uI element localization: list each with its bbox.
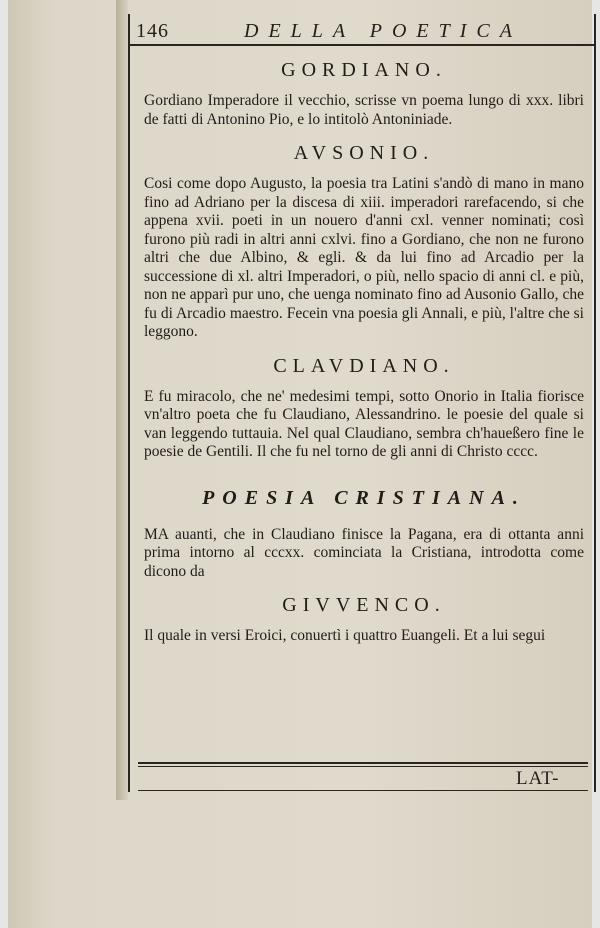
page-gutter (116, 0, 128, 800)
section-text-gordiano: Gordiano Imperadore il vecchio, scrisse vn poema lungo di xxx. libri de fatti di Antonino Pio, e lo intitolò Antoniniade. (144, 92, 584, 128)
footer-rule-thin (138, 766, 588, 767)
book-page (8, 0, 592, 928)
running-head: DELLA POETICA (244, 20, 522, 42)
page-number: 146 (136, 20, 169, 42)
catchword: LAT- (516, 768, 560, 789)
section-text-claudiano: E fu miracolo, che ne' medesimi tempi, sotto Onorio in Italia fiorisce vn'altro poeta che fu Claudiano, Alessandrino. le poesie del quale si van leggendo tuttauia. Nel qual Claudiano, sembra ch'haueßero fine le poesie de Gentili. Il che fu nel torno de gli anni di Christo cccc. (144, 387, 584, 460)
header-rule (128, 44, 594, 46)
section-text-poesia-cristiana: MA auanti, che in Claudiano finisce la Pagana, era di ottanta anni prima intorno al cccxx. cominciata la Cristiana, introdotta come dicono da (144, 525, 584, 580)
page-content (144, 56, 584, 656)
section-title-ausonio: AVSONIO. (293, 142, 435, 164)
section-text-giuvenco: Il quale in versi Eroici, conuertì i quattro Euangeli. Et a lui segui (144, 627, 546, 644)
footer-rule-bottom (138, 790, 588, 791)
section-title-claudiano: CLAVDIANO. (273, 354, 455, 377)
section-title-gordiano: GORDIANO. (281, 59, 447, 81)
section-text-ausonio: Cosi come dopo Augusto, la poesia tra Latini s'andò di mano in mano fino ad Adriano per la discesa di xiii. imperadori rarefacendo, si che appena xvii. poeti in un nouero d'anni cxl. venner nominati; così furono più radi in altri anni cxlvi. fino a Gordiano, che non ne furono altri che due Albino, & egli. & da lui fino ad Arcadio per la successione di xl. altri Imperadori, o più, nello spacio di anni cl. e più, non ne apparì pur uno, che uenga nominato fino ad Ausonio Gallo, che fu di Arcadio maestro. Fecein vna poesia gli Annali, e più, l'altre che si leggono. (144, 175, 584, 340)
section-title-giuvenco: GIVVENCO. (282, 594, 446, 616)
footer-rule (138, 762, 588, 764)
section-title-poesia-cristiana: POESIA CRISTIANA. (202, 486, 526, 509)
